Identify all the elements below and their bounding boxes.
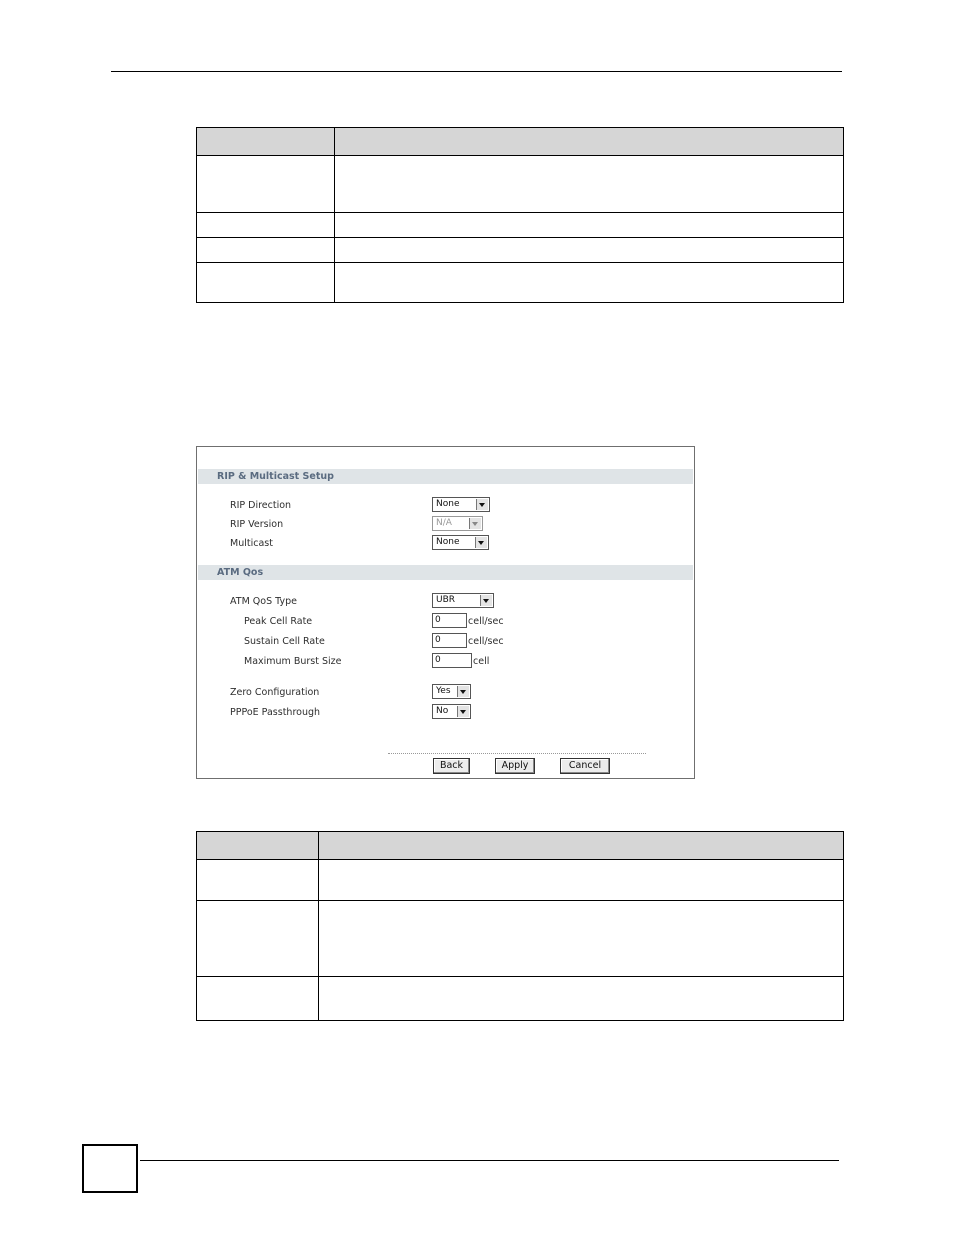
multicast-select[interactable]: [432, 535, 489, 550]
rip-version-select[interactable]: [432, 516, 483, 531]
pppoe-passthrough-label: PPPoE Passthrough: [230, 707, 321, 718]
chevron-down-icon: [469, 518, 481, 529]
top-table: [196, 127, 844, 303]
pppoe-passthrough-select[interactable]: [432, 704, 471, 719]
zero-configuration-value: Yes: [436, 686, 451, 696]
chevron-down-icon: [457, 706, 469, 717]
zero-configuration-select[interactable]: [432, 684, 471, 699]
pppoe-passthrough-value: No: [436, 706, 449, 716]
sustain-cell-rate-input[interactable]: 0: [432, 633, 467, 648]
table-header-row: [197, 128, 844, 156]
chevron-down-icon: [476, 499, 488, 510]
rip-direction-label: RIP Direction: [230, 500, 292, 511]
chevron-down-icon: [480, 595, 492, 606]
max-burst-size-input[interactable]: 0: [432, 653, 472, 668]
chevron-down-icon: [457, 686, 469, 697]
chevron-down-icon: [475, 537, 487, 548]
cancel-button[interactable]: Cancel: [560, 758, 610, 774]
table-row: [197, 901, 844, 977]
atm-qos-section-title: ATM Qos: [198, 565, 693, 580]
rip-version-label: RIP Version: [230, 519, 284, 530]
table-row: [197, 238, 844, 263]
back-button[interactable]: Back: [433, 758, 470, 774]
rip-direction-select[interactable]: [432, 497, 490, 512]
footer-rule: [140, 1160, 839, 1161]
header-rule: [111, 71, 842, 72]
max-burst-size-unit: cell: [473, 656, 490, 667]
apply-button[interactable]: Apply: [495, 758, 535, 774]
atm-qos-type-select[interactable]: [432, 593, 494, 608]
table-row: [197, 213, 844, 238]
table-row: [197, 860, 844, 901]
sustain-cell-rate-label: Sustain Cell Rate: [244, 636, 325, 647]
button-separator: [388, 753, 646, 754]
peak-cell-rate-unit: cell/sec: [468, 616, 504, 627]
atm-qos-type-label: ATM QoS Type: [230, 596, 297, 607]
peak-cell-rate-input[interactable]: 0: [432, 613, 467, 628]
zero-configuration-label: Zero Configuration: [230, 687, 320, 698]
table-header-row: [197, 832, 844, 860]
table-row: [197, 977, 844, 1021]
table-row: [197, 156, 844, 213]
multicast-value: None: [436, 537, 460, 547]
rip-version-value: N/A: [436, 518, 452, 528]
table-row: [197, 263, 844, 303]
atm-qos-type-value: UBR: [436, 595, 456, 605]
peak-cell-rate-label: Peak Cell Rate: [244, 616, 313, 627]
sustain-cell-rate-unit: cell/sec: [468, 636, 504, 647]
advanced-setup-screenshot: [196, 446, 695, 779]
rip-multicast-section-title: RIP & Multicast Setup: [198, 469, 693, 484]
rip-direction-value: None: [436, 499, 460, 509]
max-burst-size-label: Maximum Burst Size: [244, 656, 342, 667]
page-number-box: [82, 1144, 138, 1193]
bottom-table: [196, 831, 844, 1021]
multicast-label: Multicast: [230, 538, 273, 549]
